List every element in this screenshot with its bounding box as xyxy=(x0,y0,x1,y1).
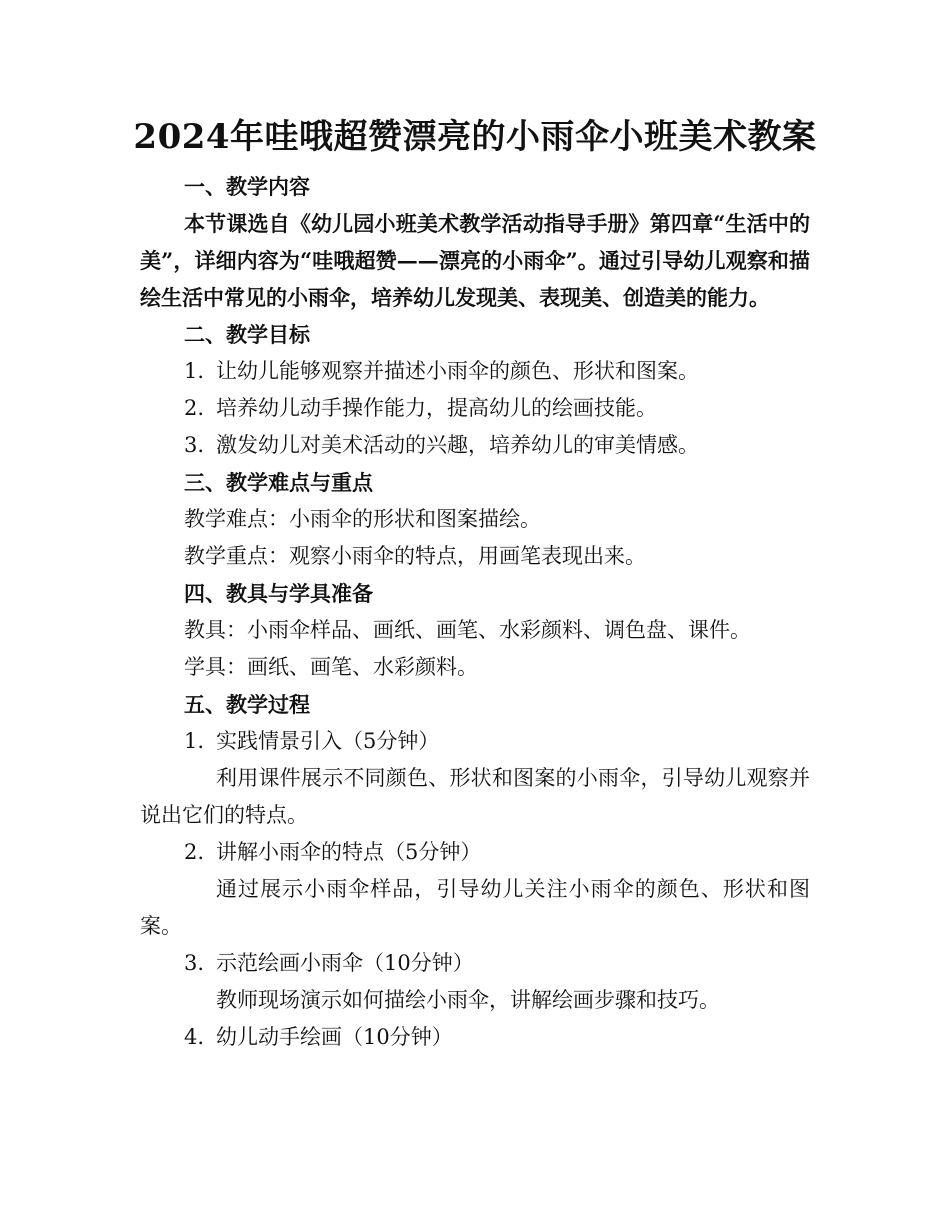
step-title: 讲解小雨伞的特点（5分钟） xyxy=(216,840,482,864)
process-step-title xyxy=(140,723,810,760)
step-number: 3. xyxy=(184,951,205,975)
goal-number: 3. xyxy=(184,433,205,457)
goal-text: 培养幼儿动手操作能力，提高幼儿的绘画技能。 xyxy=(216,396,657,420)
difficulty-text: 教学难点：小雨伞的形状和图案描绘。 xyxy=(184,507,541,531)
document-body xyxy=(140,168,810,1056)
process-step-desc: 通过展示小雨伞样品，引导幼儿关注小雨伞的颜色、形状和图案。 xyxy=(140,877,810,938)
goal-item xyxy=(140,427,810,464)
section-heading-process: 五、教学过程 xyxy=(184,692,310,717)
step-title: 实践情景引入（5分钟） xyxy=(216,729,440,753)
step-number: 1. xyxy=(184,729,205,753)
process-step-title xyxy=(140,1019,810,1056)
process-step-title xyxy=(140,945,810,982)
goal-text: 激发幼儿对美术活动的兴趣，培养幼儿的审美情感。 xyxy=(216,433,699,457)
goal-number: 2. xyxy=(184,396,205,420)
goal-item xyxy=(140,390,810,427)
process-step-title xyxy=(140,834,810,871)
step-title: 幼儿动手绘画（10分钟） xyxy=(216,1025,453,1049)
teacher-materials: 教具：小雨伞样品、画纸、画笔、水彩颜料、调色盘、课件。 xyxy=(184,618,751,642)
section-heading-content: 一、教学内容 xyxy=(184,174,310,199)
focus-text: 教学重点：观察小雨伞的特点，用画笔表现出来。 xyxy=(184,544,646,568)
section-heading-keypoints: 三、教学难点与重点 xyxy=(184,470,373,495)
goal-item xyxy=(140,353,810,390)
goal-number: 1. xyxy=(184,359,205,383)
step-title: 示范绘画小雨伞（10分钟） xyxy=(216,951,474,975)
section-heading-goals: 二、教学目标 xyxy=(184,322,310,347)
process-step-desc: 教师现场演示如何描绘小雨伞，讲解绘画步骤和技巧。 xyxy=(216,988,720,1012)
section-heading-materials: 四、教具与学具准备 xyxy=(184,581,373,606)
student-materials: 学具：画纸、画笔、水彩颜料。 xyxy=(184,655,478,679)
goal-text: 让幼儿能够观察并描述小雨伞的颜色、形状和图案。 xyxy=(216,359,699,383)
step-number: 2. xyxy=(184,840,205,864)
document-title: 2024年哇哦超赞漂亮的小雨伞小班美术教案 xyxy=(133,117,817,157)
content-paragraph: 本节课选自《幼儿园小班美术教学活动指导手册》第四章“生活中的美”，详细内容为“哇哦超赞——漂亮的小雨伞”。通过引导幼儿观察和描绘生活中常见的小雨伞，培养幼儿发现美、表现美、创造美的能力。 xyxy=(140,211,810,310)
process-step-desc: 利用课件展示不同颜色、形状和图案的小雨伞，引导幼儿观察并说出它们的特点。 xyxy=(140,766,810,827)
step-number: 4. xyxy=(184,1025,205,1049)
